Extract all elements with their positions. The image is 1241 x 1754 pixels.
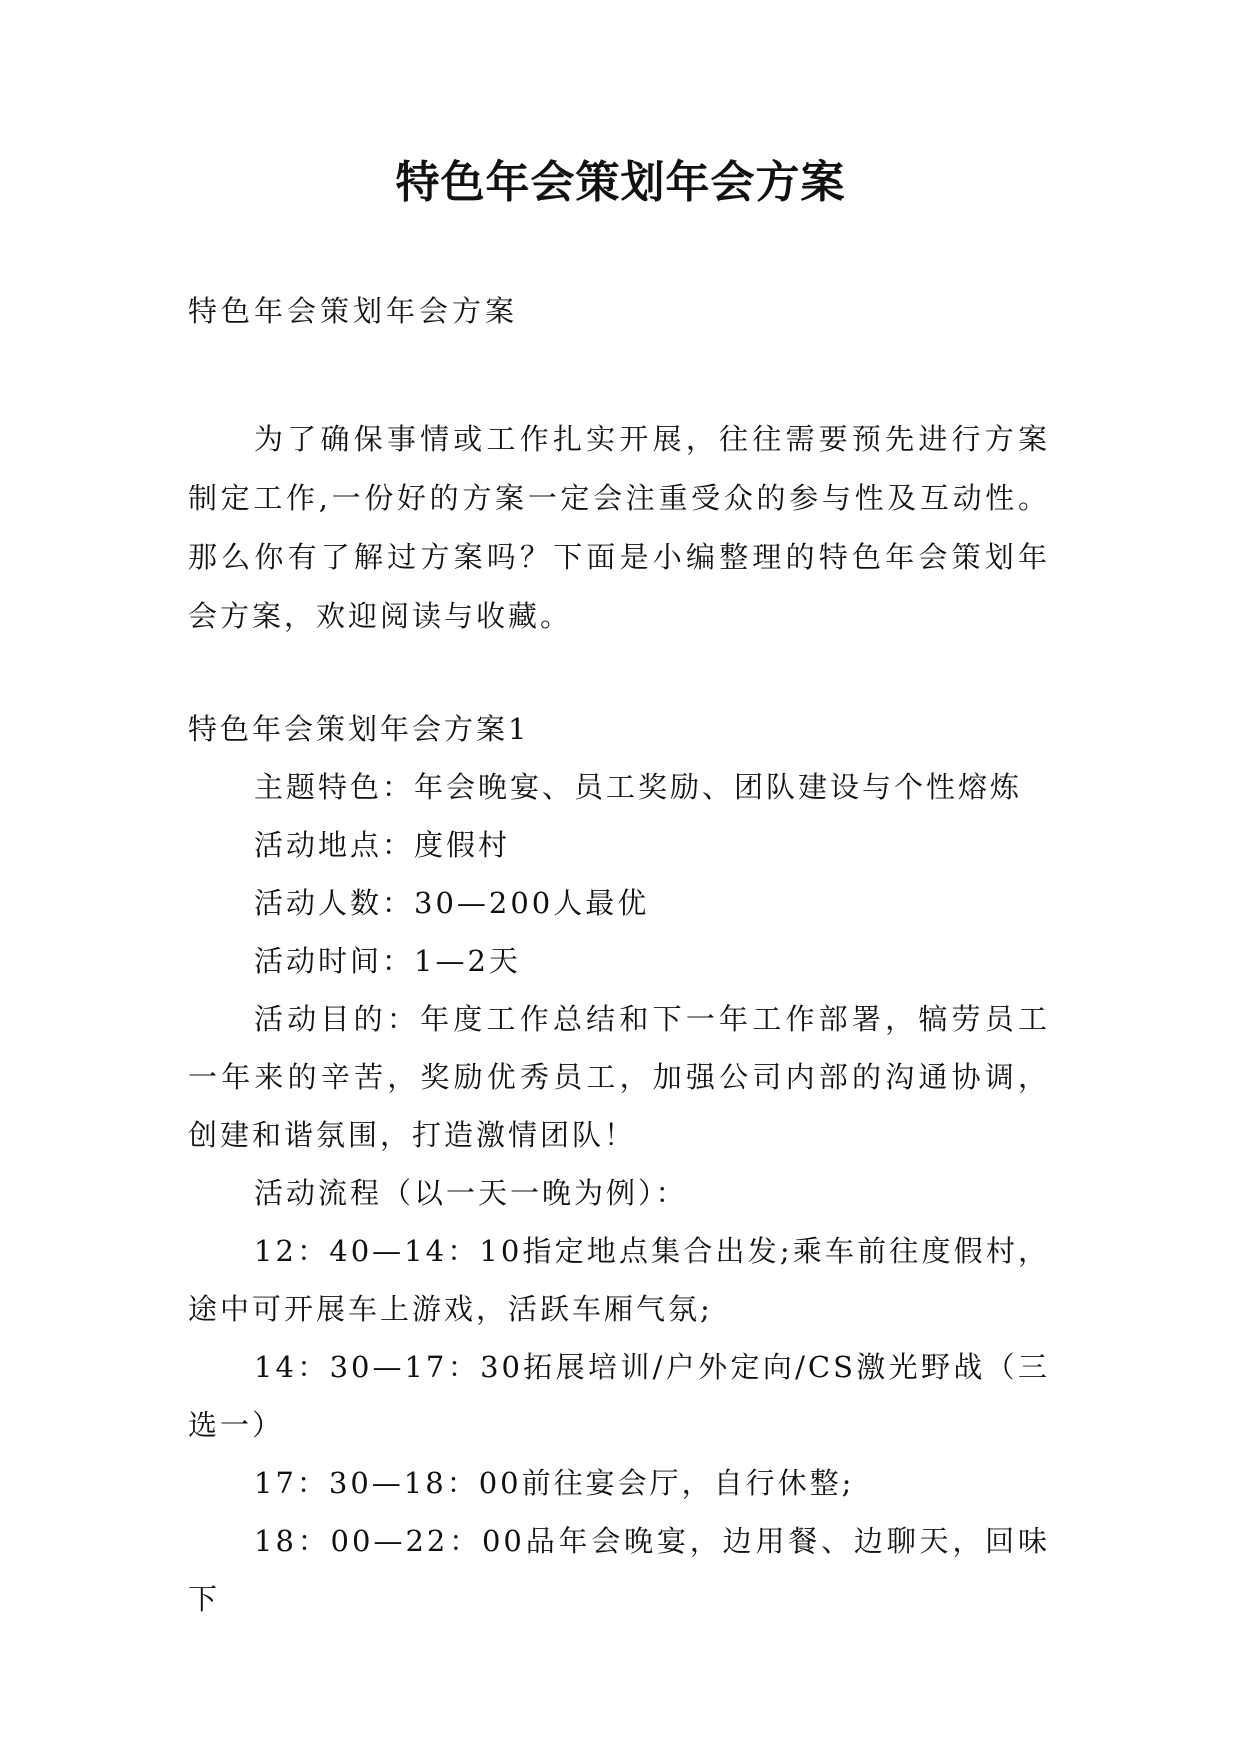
document-subtitle: 特色年会策划年会方案 xyxy=(188,294,519,328)
schedule-item: 17：30—18：00前往宴会厅，自行休整; xyxy=(254,1466,855,1500)
schedule-item: 12：40—14：10指定地点集合出发;乘车前往度假村，途中可开展车上游戏，活跃车厢气氛; xyxy=(188,1234,1050,1326)
duration-line: 活动时间：1—2天 xyxy=(254,944,521,978)
theme-line: 主题特色：年会晚宴、员工奖励、团队建设与个性熔炼 xyxy=(254,770,1023,804)
flow-heading: 活动流程（以一天一晚为例）： xyxy=(254,1176,688,1210)
schedule-item: 14：30—17：30拓展培训/户外定向/CS激光野战（三选一） xyxy=(188,1350,1050,1442)
document-title: 特色年会策划年会方案 xyxy=(395,157,846,208)
location-line: 活动地点：度假村 xyxy=(254,828,511,862)
purpose-paragraph: 活动目的：年度工作总结和下一年工作部署，犒劳员工一年来的辛苦，奖励优秀员工，加强公司内部的沟通协调，创建和谐氛围，打造激情团队！ xyxy=(188,1002,1050,1152)
schedule-item: 18：00—22：00品年会晚宴，边用餐、边聊天，回味下 xyxy=(188,1524,1050,1616)
intro-paragraph: 为了确保事情或工作扎实开展，往往需要预先进行方案制定工作,一份好的方案一定会注重受众的参与性及互动性。那么你有了解过方案吗？下面是小编整理的特色年会策划年会方案，欢迎阅读与收藏。 xyxy=(188,422,1050,633)
intro-block xyxy=(188,410,1050,646)
section-heading: 特色年会策划年会方案1 xyxy=(188,712,530,746)
headcount-line: 活动人数：30—200人最优 xyxy=(254,886,650,920)
plan-section xyxy=(188,700,1050,1628)
